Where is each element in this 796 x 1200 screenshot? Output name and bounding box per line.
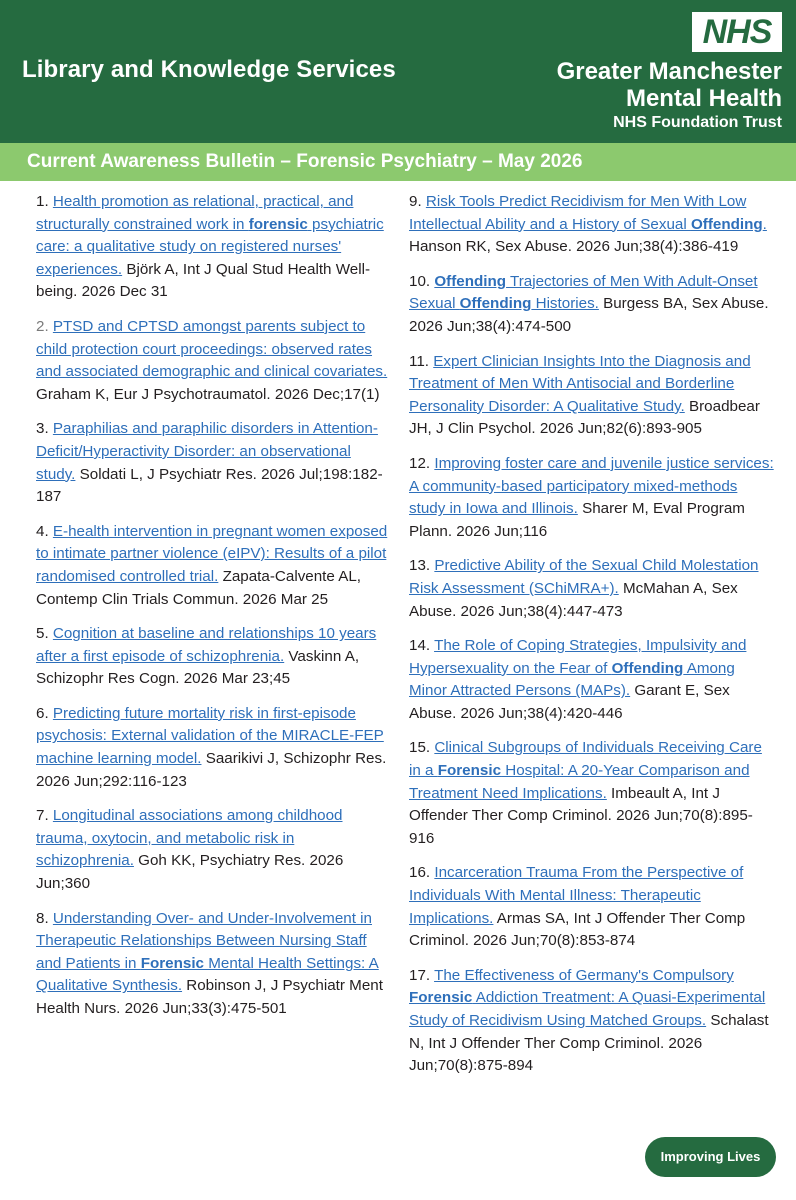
reference-title-link[interactable]: Predictive Ability of the Sexual Child Molestation Risk Assessment (SChiMRA+). <box>409 557 759 597</box>
reference-title-link[interactable]: The Effectiveness of Germany's Compulsory Forensic Addiction Treatment: A Quasi-Experimental Study of Recidivism Using Matched Groups. <box>409 966 766 1029</box>
reference-citation: Broadbear JH, J Clin Psychol. 2026 Jun;82(6):893-905 <box>409 397 760 438</box>
reference-number: 1. <box>36 193 53 210</box>
reference-number: 6. <box>36 704 53 722</box>
bulletin-bar <box>0 143 796 181</box>
reference-citation: Garant E, Sex Abuse. 2026 Jun;38(4):420-446 <box>409 682 730 722</box>
reference-citation: Sharer M, Eval Program Plann. 2026 Jun;116 <box>409 500 745 540</box>
org-line-3: NHS Foundation Trust <box>613 114 782 131</box>
reference-citation: Saarikivi J, Schizophr Res. 2026 Jun;292:116-123 <box>36 750 387 790</box>
reference-title-link[interactable]: Predicting future mortality risk in first-episode psychosis: External validation of the MIRACLE-FEP machine learning model. <box>36 704 384 768</box>
reference-title-link[interactable]: Health promotion as relational, practical, and structurally constrained work in forensic psychiatric care: a qualitative study on registered nurses' experiences. <box>36 193 384 278</box>
reference-title-link[interactable]: Longitudinal associations among childhood trauma, oxytocin, and metabolic risk in schizophrenia. <box>36 807 343 870</box>
reference-citation: Björk A, Int J Qual Stud Health Well-being. 2026 Dec 31 <box>36 260 371 301</box>
reference-title-link[interactable]: Offending Trajectories of Men With Adult-Onset Sexual Offending Histories. <box>409 272 758 313</box>
reference-citation: Vaskinn A, Schizophr Res Cogn. 2026 Mar 23;45 <box>36 647 360 688</box>
nhs-logo: NHS <box>692 12 782 52</box>
reference-item <box>409 271 775 339</box>
bulletin-title: Current Awareness Bulletin – Forensic Psychiatry – May 2026 <box>27 151 583 172</box>
reference-number: 3. <box>36 420 53 438</box>
reference-title-link[interactable]: The Role of Coping Strategies, Impulsivity and Hypersexuality on the Fear of Offending Among Minor Attracted Persons (MAPs). <box>409 637 747 700</box>
reference-number: 4. <box>36 522 53 540</box>
reference-number: 8. <box>36 909 53 927</box>
reference-item <box>409 635 775 725</box>
reference-citation: Zapata-Calvente AL, Contemp Clin Trials Commun. 2026 Mar 25 <box>36 567 362 608</box>
reference-column-right <box>409 191 775 1090</box>
reference-item <box>36 521 388 611</box>
reference-item <box>409 737 775 850</box>
reference-number: 11. <box>409 352 434 370</box>
reference-item <box>409 351 775 441</box>
org-line-2: Mental Health <box>625 85 782 112</box>
reference-number: 16. <box>409 864 435 882</box>
reference-title-link[interactable]: Paraphilias and paraphilic disorders in Attention-Deficit/Hyperactivity Disorder: an observational study. <box>36 420 378 483</box>
reference-item <box>36 191 388 304</box>
reference-column-left <box>36 191 388 1033</box>
reference-title-link[interactable]: Incarceration Trauma From the Perspective of Individuals With Mental Illness: Therapeutic Implications. <box>409 864 744 927</box>
reference-number: 7. <box>36 807 53 825</box>
reference-citation: McMahan A, Sex Abuse. 2026 Jun;38(4):447-473 <box>409 579 738 620</box>
reference-citation: Goh KK, Psychiatry Res. 2026 Jun;360 <box>36 852 344 893</box>
reference-title-link[interactable]: Understanding Over- and Under-Involvement in Therapeutic Relationships Between Nursing Staff and Patients in Forensic Mental Health Settings: A Qualitative Synthesis. <box>36 909 379 995</box>
reference-citation: Soldati L, J Psychiatr Res. 2026 Jul;198:182-187 <box>36 465 383 506</box>
reference-item <box>36 623 388 691</box>
reference-item <box>409 862 775 952</box>
reference-title-link[interactable]: Risk Tools Predict Recidivism for Men With Low Intellectual Ability and a History of Sexual Offending. <box>409 193 767 233</box>
page-title: Library and Knowledge Services <box>22 56 396 83</box>
reference-title-link[interactable]: PTSD and CPTSD amongst parents subject to child protection court proceedings: observed rates and associated demographic and clinical covariates. <box>36 317 388 381</box>
reference-title-link[interactable]: Cognition at baseline and relationships 10 years after a first episode of schizophrenia. <box>36 625 377 665</box>
reference-item <box>36 418 388 508</box>
reference-citation: Schalast N, Int J Offender Ther Comp Criminol. 2026 Jun;70(8):875-894 <box>409 1012 769 1075</box>
reference-item <box>36 805 388 895</box>
header-banner <box>0 0 796 143</box>
reference-citation: Graham K, Eur J Psychotraumatol. 2026 Dec;17(1) <box>36 385 380 403</box>
reference-citation: Imbeault A, Int J Offender Ther Comp Criminol. 2026 Jun;70(8):895-916 <box>409 784 753 847</box>
reference-citation: Robinson J, J Psychiatr Ment Health Nurs. 2026 Jun;33(3):475-501 <box>36 977 383 1017</box>
reference-number: 5. <box>36 625 53 643</box>
reference-number: 14. <box>409 637 435 655</box>
reference-citation: Armas SA, Int J Offender Ther Comp Criminol. 2026 Jun;70(8):853-874 <box>409 909 746 950</box>
reference-item <box>36 316 388 406</box>
reference-item <box>409 965 775 1078</box>
reference-item <box>409 555 775 623</box>
organisation-name <box>557 58 782 134</box>
reference-number: 9. <box>409 193 426 210</box>
reference-item <box>36 703 388 793</box>
reference-number: 13. <box>409 557 435 575</box>
improving-lives-badge: Improving Lives <box>645 1137 776 1177</box>
reference-number: 15. <box>409 739 435 757</box>
reference-citation: Burgess BA, Sex Abuse. 2026 Jun;38(4):474-500 <box>409 295 769 335</box>
reference-item <box>409 191 775 259</box>
reference-title-link[interactable]: Improving foster care and juvenile justice services: A community-based participatory mixed-methods study in Iowa and Illinois. <box>409 454 774 518</box>
reference-title-link[interactable]: Expert Clinician Insights Into the Diagnosis and Treatment of Men With Antisocial and Borderline Personality Disorder: A Qualitative Study. <box>409 352 751 415</box>
reference-number: 17. <box>409 966 435 984</box>
reference-item <box>36 908 388 1021</box>
reference-number: 2. <box>36 317 53 335</box>
reference-citation: Hanson RK, Sex Abuse. 2026 Jun;38(4):386-419 <box>409 238 739 256</box>
reference-number: 10. <box>409 272 435 290</box>
reference-number: 12. <box>409 454 435 472</box>
org-line-1: Greater Manchester <box>556 58 782 85</box>
reference-title-link[interactable]: E-health intervention in pregnant women exposed to intimate partner violence (eIPV): Results of a pilot randomised controlled trial. <box>36 522 388 585</box>
reference-item <box>409 453 775 543</box>
reference-title-link[interactable]: Clinical Subgroups of Individuals Receiving Care in a Forensic Hospital: A 20-Year Comparison and Treatment Need Implications. <box>409 739 762 802</box>
